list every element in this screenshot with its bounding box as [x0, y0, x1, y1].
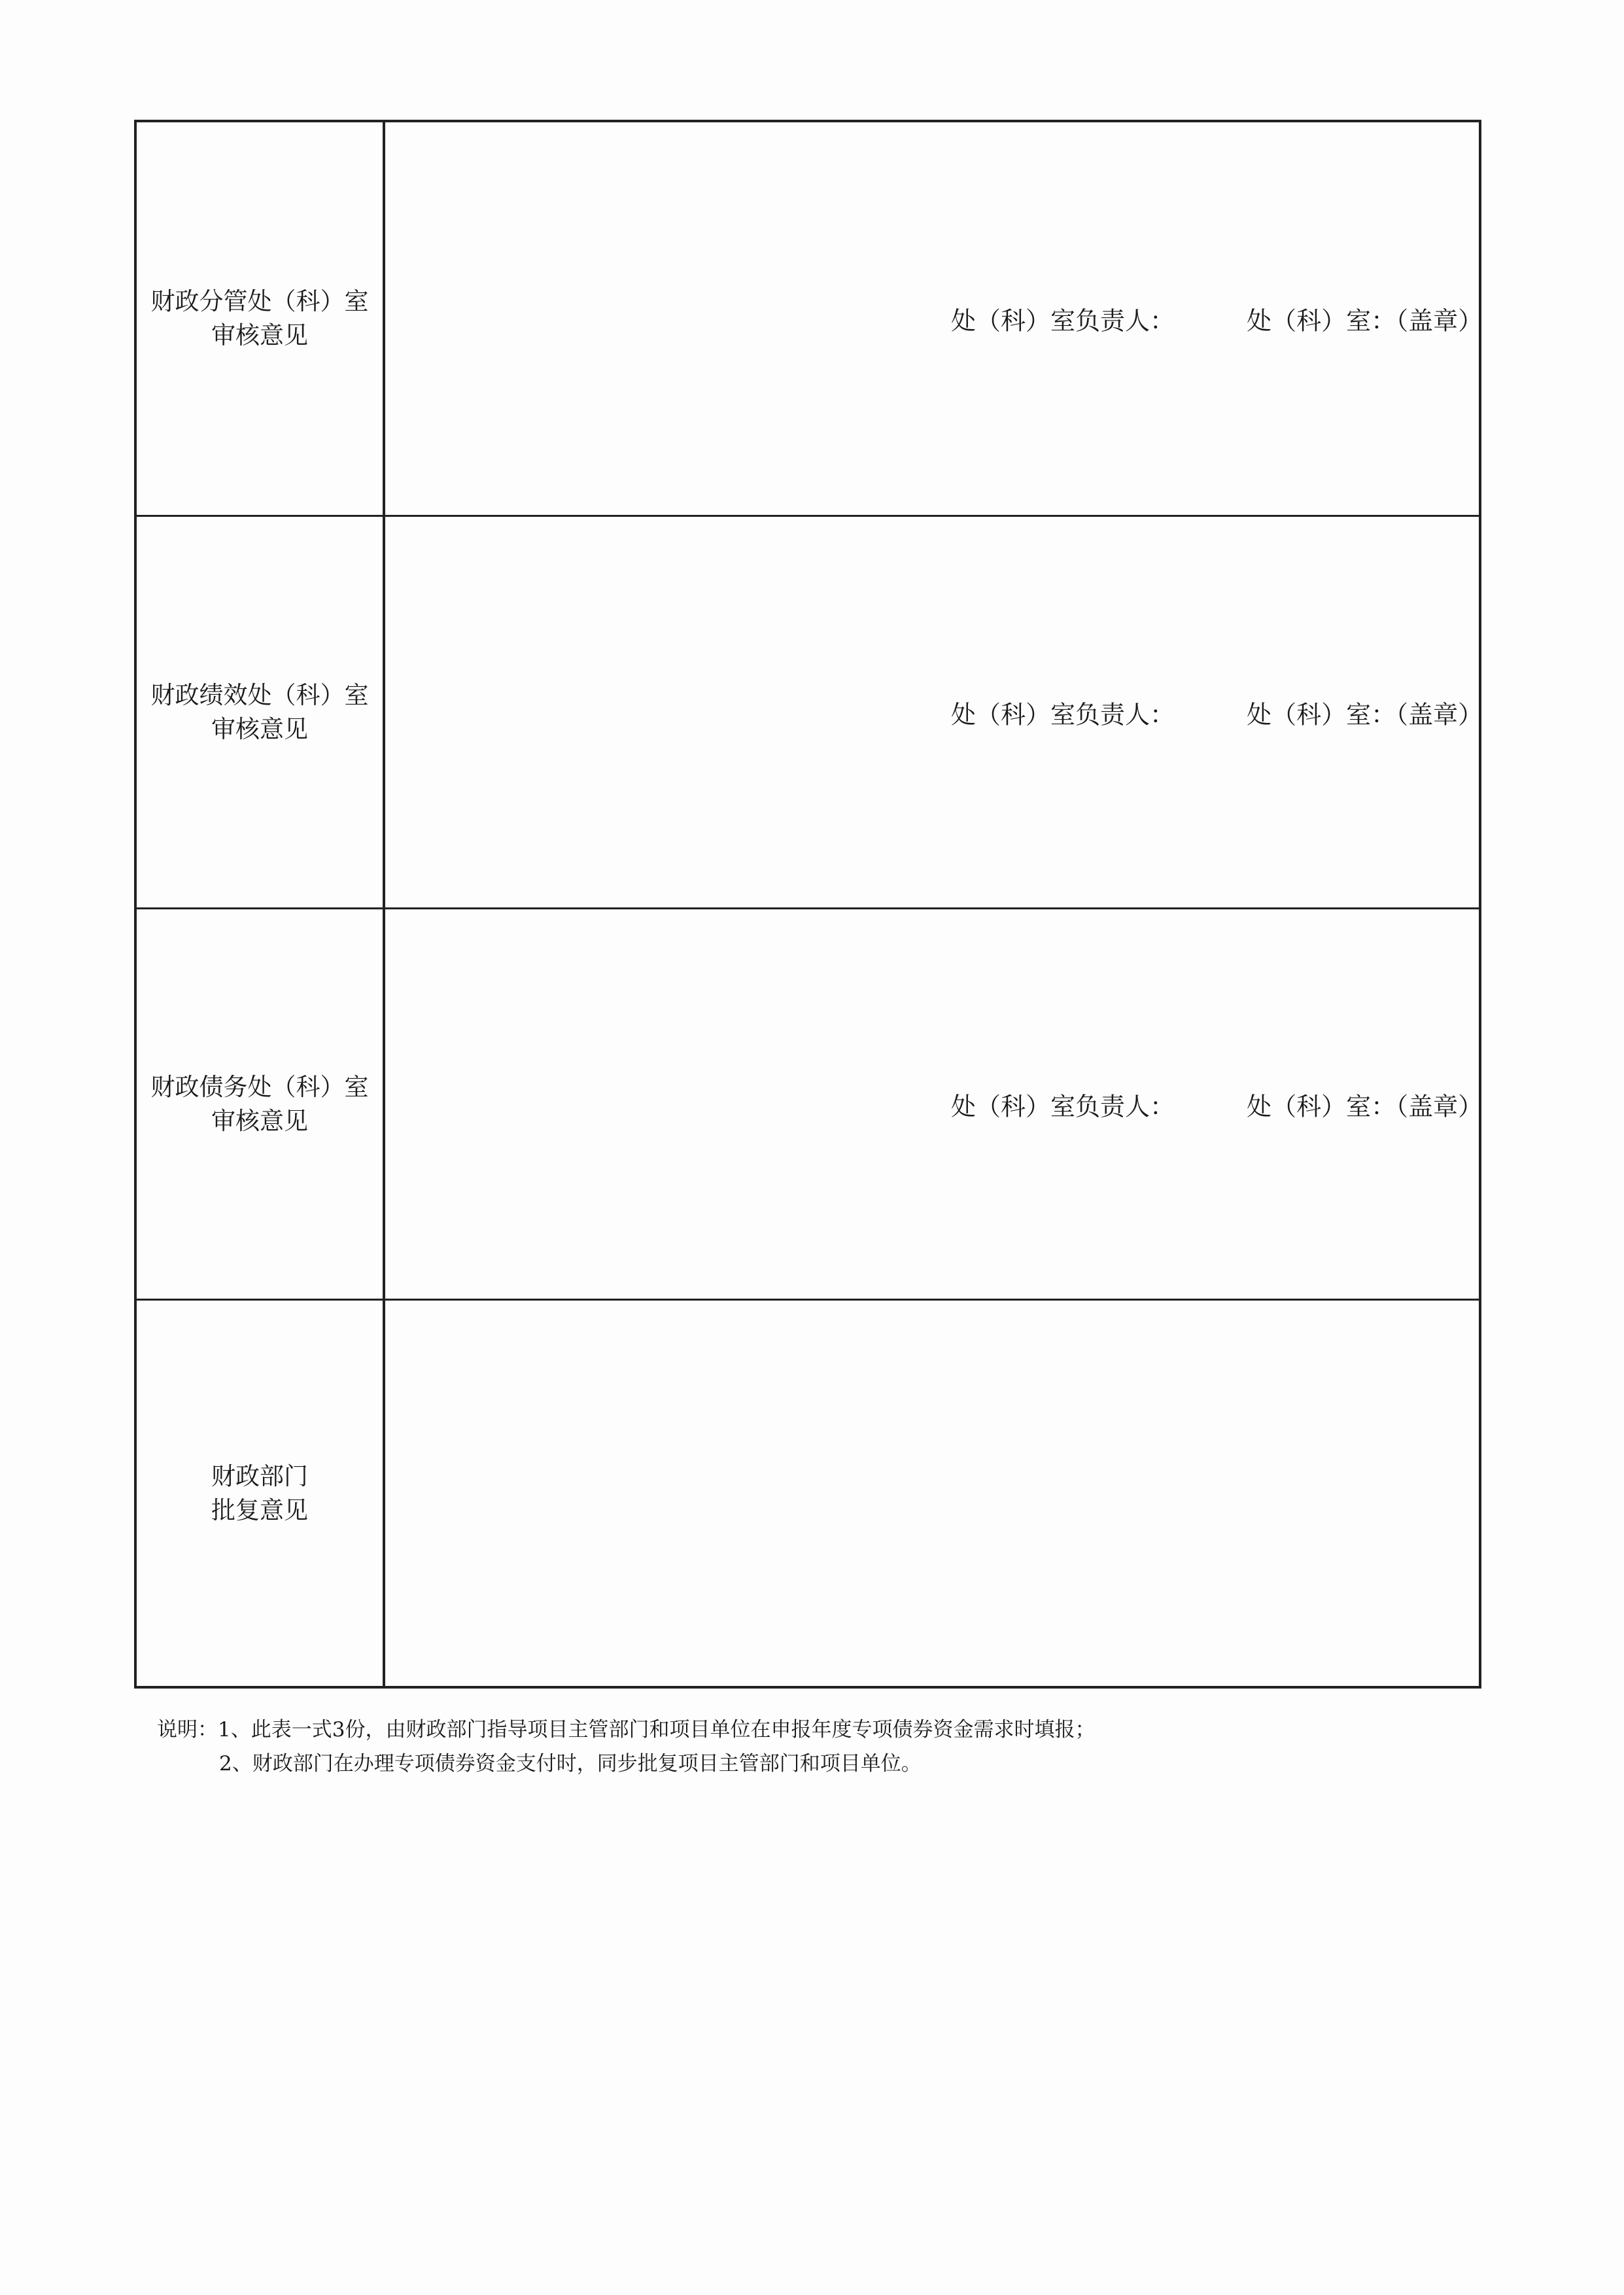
row-label-line2: 批复意见 — [211, 1496, 308, 1524]
row-label-line1: 财政绩效处（科）室 — [150, 680, 369, 709]
opinion-field[interactable] — [385, 909, 1483, 1299]
row-label-line2: 审核意见 — [211, 321, 308, 349]
row-label-line1: 财政分管处（科）室 — [150, 287, 369, 315]
officer-signature-label: 处（科）室负责人： — [951, 700, 1175, 729]
office-seal-label: 处（科）室：（盖章） — [1247, 1092, 1483, 1121]
office-seal-label: 处（科）室：（盖章） — [1247, 306, 1483, 336]
note-line-2: 2、财政部门在办理专项债券资金支付时，同步批复项目主管部门和项目单位。 — [219, 1752, 922, 1776]
officer-signature-label: 处（科）室负责人： — [951, 1092, 1175, 1121]
signature-line — [951, 694, 1483, 730]
office-seal-label: 处（科）室：（盖章） — [1247, 700, 1483, 729]
row-label-line2: 审核意见 — [211, 714, 308, 743]
opinion-field[interactable] — [385, 517, 1483, 907]
approval-form-table — [134, 120, 1481, 1689]
row-label-cell — [137, 909, 385, 1299]
row-label-line1: 财政债务处（科）室 — [150, 1072, 369, 1101]
table-row — [137, 907, 1483, 1299]
row-label-cell — [137, 517, 385, 907]
signature-line — [951, 301, 1483, 337]
table-row — [137, 1299, 1479, 1686]
row-label-line1: 财政部门 — [211, 1462, 308, 1490]
row-label-line2: 审核意见 — [211, 1106, 308, 1135]
signature-line — [951, 1086, 1483, 1122]
opinion-field[interactable] — [385, 1301, 1479, 1686]
table-row — [137, 515, 1483, 907]
form-notes — [157, 1713, 1095, 1781]
table-row — [137, 122, 1483, 515]
row-label-cell — [137, 122, 385, 515]
row-label-cell — [137, 1301, 385, 1686]
note-line-1: 说明：1、此表一式3份，由财政部门指导项目主管部门和项目单位在申报年度专项债券资金需求时填报； — [157, 1718, 1096, 1742]
officer-signature-label: 处（科）室负责人： — [951, 306, 1175, 336]
opinion-field[interactable] — [385, 122, 1483, 515]
